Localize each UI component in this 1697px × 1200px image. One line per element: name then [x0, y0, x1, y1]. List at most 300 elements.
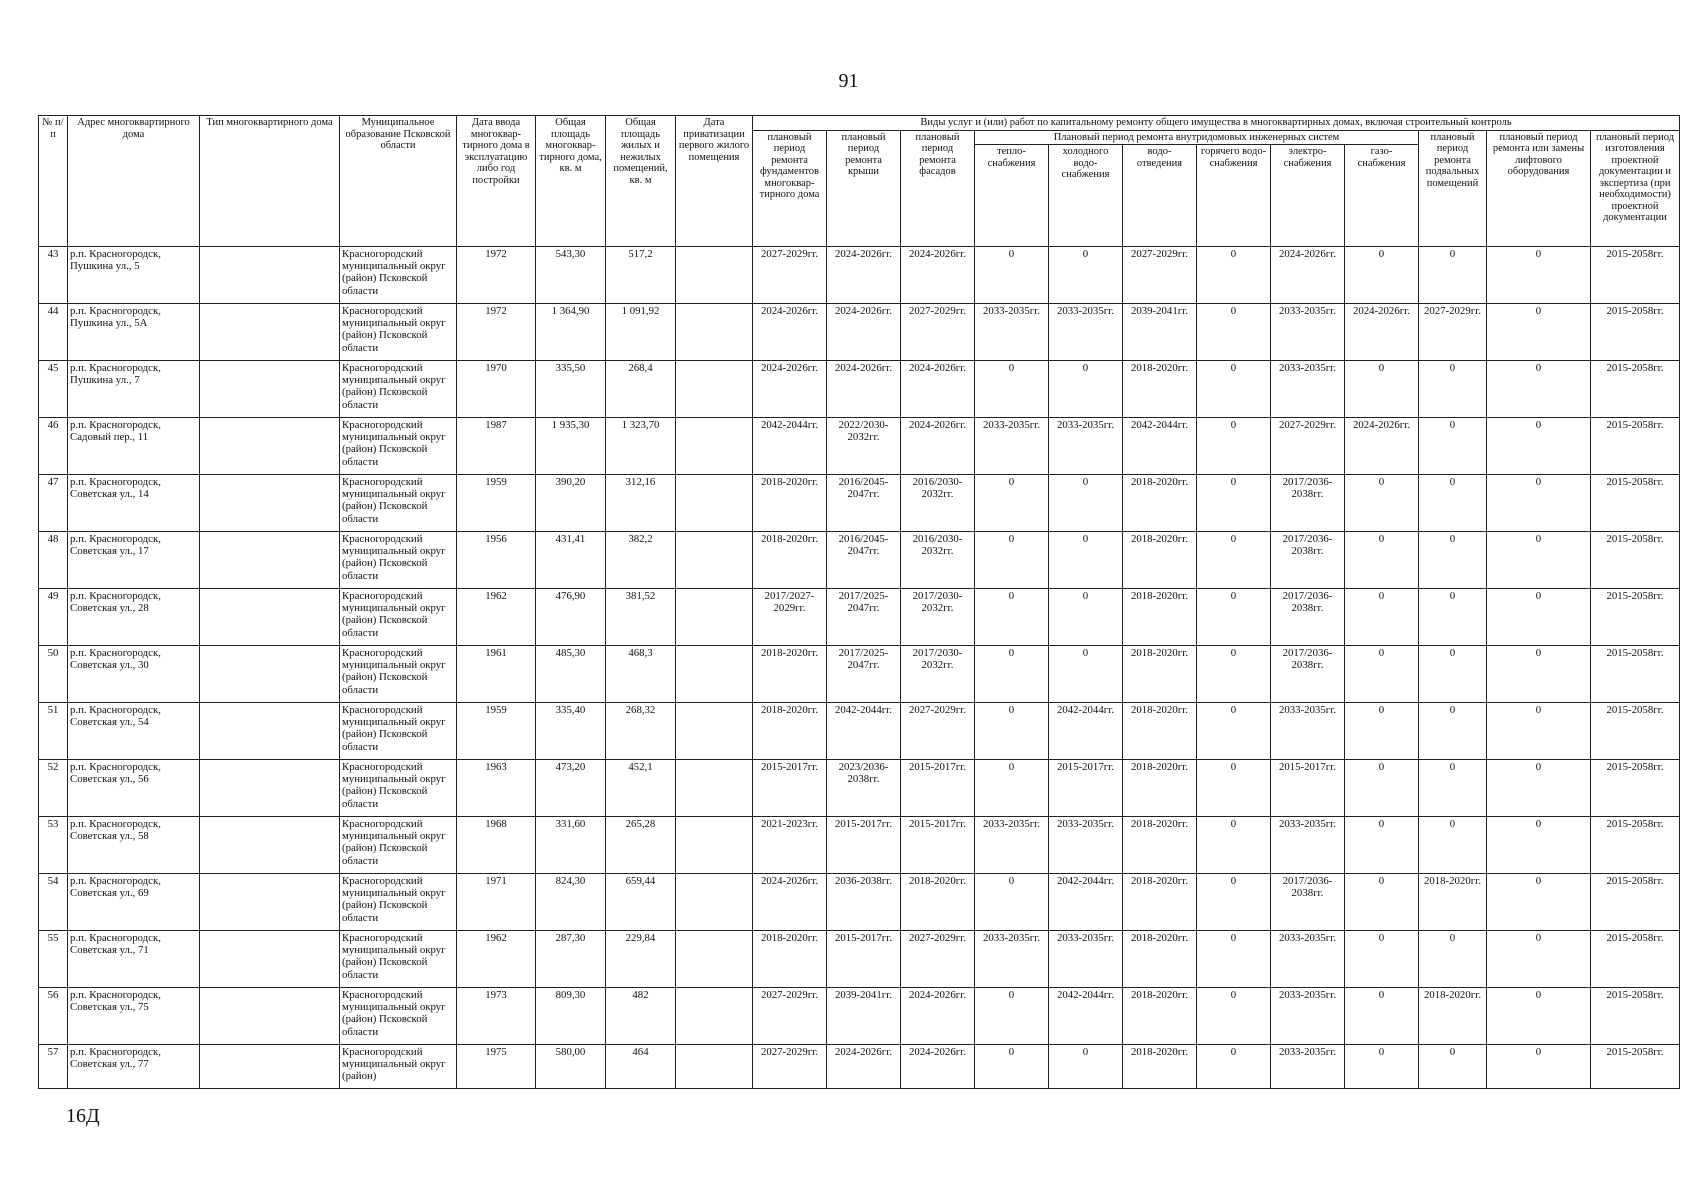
- cell-municipality: [340, 931, 457, 988]
- cell-municipality: [340, 760, 457, 817]
- cell-type: [200, 1045, 340, 1089]
- cell-municipality: [340, 418, 457, 475]
- cell-num: 44: [39, 304, 68, 361]
- cell-living-area: 312,16: [606, 475, 676, 532]
- cell-address: р.п. Красногородск, Советская ул., 54: [68, 703, 200, 760]
- cell-municipality-text: Красногородский муниципальный округ (район) Псковской области: [342, 875, 446, 924]
- header-elevator: плановый период ремонта или замены лифтового оборудования: [1487, 130, 1591, 247]
- cell-living-area: 268,32: [606, 703, 676, 760]
- cell-total-area: 476,90: [536, 589, 606, 646]
- cell-electric: 2033-2035гг.: [1271, 988, 1345, 1045]
- cell-basement: 0: [1419, 589, 1487, 646]
- cell-gas: 2024-2026гг.: [1345, 418, 1419, 475]
- cell-elevator: 0: [1487, 475, 1591, 532]
- cell-elevator: 0: [1487, 361, 1591, 418]
- cell-year: 1961: [457, 646, 536, 703]
- cell-cold-water: 2042-2044гг.: [1049, 703, 1123, 760]
- cell-num: 45: [39, 361, 68, 418]
- table-row: [39, 817, 1680, 874]
- cell-num: 49: [39, 589, 68, 646]
- cell-roof: 2024-2026гг.: [827, 247, 901, 304]
- cell-total-area: 809,30: [536, 988, 606, 1045]
- cell-gas: 2024-2026гг.: [1345, 304, 1419, 361]
- cell-year: 1959: [457, 703, 536, 760]
- table-row: [39, 589, 1680, 646]
- cell-design: 2015-2058гг.: [1591, 361, 1680, 418]
- cell-municipality: [340, 247, 457, 304]
- cell-address: р.п. Красногородск, Пушкина ул., 7: [68, 361, 200, 418]
- cell-type: [200, 760, 340, 817]
- cell-total-area: 287,30: [536, 931, 606, 988]
- cell-gas: 0: [1345, 931, 1419, 988]
- cell-design: 2015-2058гг.: [1591, 1045, 1680, 1089]
- cell-sewer: 2018-2020гг.: [1123, 589, 1197, 646]
- cell-foundation: 2021-2023гг.: [753, 817, 827, 874]
- cell-basement: 2018-2020гг.: [1419, 988, 1487, 1045]
- cell-elevator: 0: [1487, 532, 1591, 589]
- cell-living-area: 517,2: [606, 247, 676, 304]
- cell-hot-water: 0: [1197, 931, 1271, 988]
- cell-design: 2015-2058гг.: [1591, 589, 1680, 646]
- cell-basement: 0: [1419, 646, 1487, 703]
- cell-cold-water: 2042-2044гг.: [1049, 988, 1123, 1045]
- cell-design: 2015-2058гг.: [1591, 874, 1680, 931]
- cell-cold-water: 0: [1049, 646, 1123, 703]
- cell-elevator: 0: [1487, 874, 1591, 931]
- cell-electric: 2027-2029гг.: [1271, 418, 1345, 475]
- table-row: [39, 988, 1680, 1045]
- cell-roof: 2042-2044гг.: [827, 703, 901, 760]
- cell-hot-water: 0: [1197, 532, 1271, 589]
- cell-privatization: [676, 247, 753, 304]
- cell-year: 1973: [457, 988, 536, 1045]
- cell-design: 2015-2058гг.: [1591, 817, 1680, 874]
- cell-gas: 0: [1345, 475, 1419, 532]
- table-row: [39, 304, 1680, 361]
- cell-electric: 2033-2035гг.: [1271, 304, 1345, 361]
- cell-cold-water: 2033-2035гг.: [1049, 304, 1123, 361]
- capital-repair-table: [38, 115, 1680, 1089]
- cell-municipality-text: Красногородский муниципальный округ (район): [342, 1046, 446, 1083]
- cell-privatization: [676, 1045, 753, 1089]
- cell-sewer: 2018-2020гг.: [1123, 1045, 1197, 1089]
- cell-year: 1956: [457, 532, 536, 589]
- cell-total-area: 1 364,90: [536, 304, 606, 361]
- cell-basement: 0: [1419, 418, 1487, 475]
- cell-heat: 0: [975, 1045, 1049, 1089]
- cell-privatization: [676, 760, 753, 817]
- cell-municipality-text: Красногородский муниципальный округ (район) Псковской области: [342, 476, 446, 525]
- cell-electric: 2017/2036-2038гг.: [1271, 532, 1345, 589]
- cell-sewer: 2018-2020гг.: [1123, 361, 1197, 418]
- cell-gas: 0: [1345, 760, 1419, 817]
- cell-elevator: 0: [1487, 646, 1591, 703]
- cell-heat: 0: [975, 988, 1049, 1045]
- cell-design: 2015-2058гг.: [1591, 247, 1680, 304]
- cell-address: р.п. Красногородск, Пушкина ул., 5А: [68, 304, 200, 361]
- cell-facade: 2027-2029гг.: [901, 703, 975, 760]
- cell-municipality-text: Красногородский муниципальный округ (район) Псковской области: [342, 533, 446, 582]
- cell-facade: 2024-2026гг.: [901, 247, 975, 304]
- page-number: 91: [838, 70, 859, 92]
- cell-living-area: 659,44: [606, 874, 676, 931]
- cell-design: 2015-2058гг.: [1591, 646, 1680, 703]
- cell-hot-water: 0: [1197, 1045, 1271, 1089]
- table-row: [39, 532, 1680, 589]
- cell-num: 51: [39, 703, 68, 760]
- cell-heat: 0: [975, 589, 1049, 646]
- cell-foundation: 2018-2020гг.: [753, 703, 827, 760]
- cell-basement: 0: [1419, 1045, 1487, 1089]
- cell-electric: 2017/2036-2038гг.: [1271, 874, 1345, 931]
- cell-cold-water: 2042-2044гг.: [1049, 874, 1123, 931]
- cell-municipality: [340, 703, 457, 760]
- cell-sewer: 2018-2020гг.: [1123, 988, 1197, 1045]
- cell-municipality-text: Красногородский муниципальный округ (район) Псковской области: [342, 590, 446, 639]
- cell-municipality: [340, 475, 457, 532]
- cell-privatization: [676, 703, 753, 760]
- header-roof: плановый период ремонта крыши: [827, 130, 901, 247]
- cell-roof: 2022/2030-2032гг.: [827, 418, 901, 475]
- cell-type: [200, 361, 340, 418]
- cell-type: [200, 589, 340, 646]
- cell-year: 1987: [457, 418, 536, 475]
- cell-hot-water: 0: [1197, 418, 1271, 475]
- cell-sewer: 2018-2020гг.: [1123, 703, 1197, 760]
- cell-foundation: 2042-2044гг.: [753, 418, 827, 475]
- cell-facade: 2015-2017гг.: [901, 817, 975, 874]
- cell-roof: 2024-2026гг.: [827, 361, 901, 418]
- header-works-group: Виды услуг и (или) работ по капитальному ремонту общего имущества в многоквартирных домах, включая строительный контроль: [753, 116, 1680, 131]
- header-cold-water: холодного водо-снабжения: [1049, 145, 1123, 247]
- cell-elevator: 0: [1487, 703, 1591, 760]
- cell-living-area: 265,28: [606, 817, 676, 874]
- cell-type: [200, 931, 340, 988]
- cell-hot-water: 0: [1197, 874, 1271, 931]
- cell-facade: 2024-2026гг.: [901, 361, 975, 418]
- cell-heat: 0: [975, 874, 1049, 931]
- cell-municipality-text: Красногородский муниципальный округ (район) Псковской области: [342, 362, 446, 411]
- cell-heat: 0: [975, 703, 1049, 760]
- header-total-area: Общая площадь многоквар-тирного дома, кв. м: [536, 116, 606, 247]
- cell-privatization: [676, 589, 753, 646]
- cell-electric: 2033-2035гг.: [1271, 703, 1345, 760]
- cell-type: [200, 475, 340, 532]
- cell-sewer: 2018-2020гг.: [1123, 646, 1197, 703]
- cell-municipality-text: Красногородский муниципальный округ (район) Псковской области: [342, 704, 446, 753]
- cell-hot-water: 0: [1197, 646, 1271, 703]
- cell-type: [200, 247, 340, 304]
- cell-gas: 0: [1345, 646, 1419, 703]
- cell-living-area: 1 323,70: [606, 418, 676, 475]
- cell-design: 2015-2058гг.: [1591, 760, 1680, 817]
- cell-num: 57: [39, 1045, 68, 1089]
- table-body: [39, 247, 1680, 1089]
- cell-living-area: 268,4: [606, 361, 676, 418]
- cell-type: [200, 874, 340, 931]
- cell-gas: 0: [1345, 247, 1419, 304]
- cell-facade: 2027-2029гг.: [901, 304, 975, 361]
- cell-municipality: [340, 589, 457, 646]
- cell-cold-water: 0: [1049, 1045, 1123, 1089]
- cell-gas: 0: [1345, 988, 1419, 1045]
- header-basement: плановый период ремонта подвальных помещений: [1419, 130, 1487, 247]
- cell-privatization: [676, 418, 753, 475]
- cell-elevator: 0: [1487, 247, 1591, 304]
- cell-municipality: [340, 361, 457, 418]
- cell-num: 53: [39, 817, 68, 874]
- cell-sewer: 2042-2044гг.: [1123, 418, 1197, 475]
- cell-municipality-text: Красногородский муниципальный округ (район) Псковской области: [342, 761, 446, 810]
- cell-privatization: [676, 532, 753, 589]
- cell-electric: 2017/2036-2038гг.: [1271, 589, 1345, 646]
- cell-roof: 2017/2025-2047гг.: [827, 589, 901, 646]
- cell-type: [200, 304, 340, 361]
- cell-electric: 2033-2035гг.: [1271, 1045, 1345, 1089]
- cell-type: [200, 532, 340, 589]
- cell-design: 2015-2058гг.: [1591, 475, 1680, 532]
- cell-foundation: 2027-2029гг.: [753, 988, 827, 1045]
- cell-elevator: 0: [1487, 760, 1591, 817]
- cell-privatization: [676, 931, 753, 988]
- cell-address: р.п. Красногородск, Советская ул., 30: [68, 646, 200, 703]
- cell-living-area: 381,52: [606, 589, 676, 646]
- cell-heat: 2033-2035гг.: [975, 304, 1049, 361]
- cell-municipality-text: Красногородский муниципальный округ (район) Псковской области: [342, 818, 446, 867]
- cell-type: [200, 703, 340, 760]
- cell-basement: 0: [1419, 475, 1487, 532]
- cell-sewer: 2018-2020гг.: [1123, 931, 1197, 988]
- cell-heat: 0: [975, 361, 1049, 418]
- cell-municipality-text: Красногородский муниципальный округ (район) Псковской области: [342, 647, 446, 696]
- cell-year: 1975: [457, 1045, 536, 1089]
- cell-gas: 0: [1345, 703, 1419, 760]
- cell-address: р.п. Красногородск, Советская ул., 58: [68, 817, 200, 874]
- cell-heat: 0: [975, 247, 1049, 304]
- cell-cold-water: 0: [1049, 247, 1123, 304]
- cell-hot-water: 0: [1197, 817, 1271, 874]
- cell-facade: 2017/2030-2032гг.: [901, 646, 975, 703]
- table-row: [39, 1045, 1680, 1089]
- cell-foundation: 2018-2020гг.: [753, 532, 827, 589]
- cell-electric: 2017/2036-2038гг.: [1271, 475, 1345, 532]
- header-engineering-group: Плановый период ремонта внутридомовых инженерных систем: [975, 130, 1419, 145]
- cell-basement: 0: [1419, 931, 1487, 988]
- cell-year: 1971: [457, 874, 536, 931]
- cell-privatization: [676, 817, 753, 874]
- cell-design: 2015-2058гг.: [1591, 532, 1680, 589]
- cell-hot-water: 0: [1197, 304, 1271, 361]
- cell-num: 52: [39, 760, 68, 817]
- cell-municipality: [340, 817, 457, 874]
- cell-hot-water: 0: [1197, 760, 1271, 817]
- cell-total-area: 431,41: [536, 532, 606, 589]
- cell-gas: 0: [1345, 532, 1419, 589]
- cell-year: 1962: [457, 931, 536, 988]
- cell-year: 1972: [457, 247, 536, 304]
- cell-num: 56: [39, 988, 68, 1045]
- cell-roof: 2024-2026гг.: [827, 304, 901, 361]
- cell-type: [200, 646, 340, 703]
- cell-basement: 2018-2020гг.: [1419, 874, 1487, 931]
- cell-year: 1972: [457, 304, 536, 361]
- cell-num: 55: [39, 931, 68, 988]
- cell-total-area: 331,60: [536, 817, 606, 874]
- cell-municipality-text: Красногородский муниципальный округ (район) Псковской области: [342, 305, 446, 354]
- cell-elevator: 0: [1487, 1045, 1591, 1089]
- cell-address: р.п. Красногородск, Советская ул., 71: [68, 931, 200, 988]
- cell-facade: 2018-2020гг.: [901, 874, 975, 931]
- cell-facade: 2024-2026гг.: [901, 418, 975, 475]
- cell-roof: 2017/2025-2047гг.: [827, 646, 901, 703]
- cell-elevator: 0: [1487, 931, 1591, 988]
- cell-heat: 2033-2035гг.: [975, 817, 1049, 874]
- cell-municipality: [340, 304, 457, 361]
- cell-municipality: [340, 646, 457, 703]
- cell-total-area: 543,30: [536, 247, 606, 304]
- table-header: [39, 116, 1680, 247]
- cell-year: 1963: [457, 760, 536, 817]
- cell-address: р.п. Красногородск, Садовый пер., 11: [68, 418, 200, 475]
- cell-year: 1970: [457, 361, 536, 418]
- footer-code: 16Д: [66, 1105, 100, 1127]
- cell-living-area: 482: [606, 988, 676, 1045]
- cell-basement: 0: [1419, 247, 1487, 304]
- cell-privatization: [676, 874, 753, 931]
- cell-num: 50: [39, 646, 68, 703]
- cell-elevator: 0: [1487, 304, 1591, 361]
- cell-facade: 2024-2026гг.: [901, 988, 975, 1045]
- cell-roof: 2024-2026гг.: [827, 1045, 901, 1089]
- cell-municipality-text: Красногородский муниципальный округ (район) Псковской области: [342, 989, 446, 1038]
- cell-foundation: 2024-2026гг.: [753, 361, 827, 418]
- cell-num: 54: [39, 874, 68, 931]
- cell-cold-water: 0: [1049, 475, 1123, 532]
- header-facade: плановый период ремонта фасадов: [901, 130, 975, 247]
- cell-design: 2015-2058гг.: [1591, 988, 1680, 1045]
- cell-address: р.п. Красногородск, Советская ул., 56: [68, 760, 200, 817]
- cell-sewer: 2018-2020гг.: [1123, 817, 1197, 874]
- cell-heat: 2033-2035гг.: [975, 931, 1049, 988]
- cell-total-area: 1 935,30: [536, 418, 606, 475]
- cell-living-area: 452,1: [606, 760, 676, 817]
- cell-facade: 2027-2029гг.: [901, 931, 975, 988]
- cell-cold-water: 2033-2035гг.: [1049, 931, 1123, 988]
- cell-living-area: 464: [606, 1045, 676, 1089]
- cell-gas: 0: [1345, 874, 1419, 931]
- capital-repair-table-wrap: [38, 115, 1675, 1089]
- cell-sewer: 2027-2029гг.: [1123, 247, 1197, 304]
- cell-privatization: [676, 646, 753, 703]
- cell-electric: 2017/2036-2038гг.: [1271, 646, 1345, 703]
- cell-sewer: 2039-2041гг.: [1123, 304, 1197, 361]
- cell-roof: 2015-2017гг.: [827, 931, 901, 988]
- cell-foundation: 2017/2027-2029гг.: [753, 589, 827, 646]
- cell-total-area: 824,30: [536, 874, 606, 931]
- cell-municipality: [340, 1045, 457, 1089]
- cell-living-area: 468,3: [606, 646, 676, 703]
- header-date-commission: Дата ввода многоквар-тирного дома в эксплуатацию либо год постройки: [457, 116, 536, 247]
- cell-living-area: 1 091,92: [606, 304, 676, 361]
- cell-type: [200, 988, 340, 1045]
- cell-living-area: 229,84: [606, 931, 676, 988]
- cell-address: р.п. Красногородск, Советская ул., 75: [68, 988, 200, 1045]
- cell-gas: 0: [1345, 361, 1419, 418]
- cell-total-area: 473,20: [536, 760, 606, 817]
- cell-design: 2015-2058гг.: [1591, 304, 1680, 361]
- cell-num: 43: [39, 247, 68, 304]
- cell-hot-water: 0: [1197, 589, 1271, 646]
- cell-heat: 0: [975, 760, 1049, 817]
- header-address: Адрес многоквартирного дома: [68, 116, 200, 247]
- cell-heat: 2033-2035гг.: [975, 418, 1049, 475]
- cell-sewer: 2018-2020гг.: [1123, 874, 1197, 931]
- cell-elevator: 0: [1487, 817, 1591, 874]
- cell-heat: 0: [975, 475, 1049, 532]
- cell-total-area: 335,50: [536, 361, 606, 418]
- cell-num: 48: [39, 532, 68, 589]
- cell-electric: 2015-2017гг.: [1271, 760, 1345, 817]
- table-row: [39, 418, 1680, 475]
- cell-foundation: 2024-2026гг.: [753, 874, 827, 931]
- cell-living-area: 382,2: [606, 532, 676, 589]
- cell-facade: 2016/2030-2032гг.: [901, 475, 975, 532]
- cell-address: р.п. Красногородск, Советская ул., 77: [68, 1045, 200, 1089]
- cell-sewer: 2018-2020гг.: [1123, 760, 1197, 817]
- cell-facade: 2024-2026гг.: [901, 1045, 975, 1089]
- cell-type: [200, 418, 340, 475]
- cell-basement: 0: [1419, 703, 1487, 760]
- table-row: [39, 703, 1680, 760]
- cell-num: 47: [39, 475, 68, 532]
- cell-foundation: 2027-2029гг.: [753, 1045, 827, 1089]
- cell-type: [200, 817, 340, 874]
- cell-cold-water: 0: [1049, 589, 1123, 646]
- table-row: [39, 475, 1680, 532]
- cell-cold-water: 0: [1049, 532, 1123, 589]
- cell-basement: 0: [1419, 532, 1487, 589]
- cell-total-area: 390,20: [536, 475, 606, 532]
- cell-address: р.п. Красногородск, Советская ул., 14: [68, 475, 200, 532]
- header-type: Тип многоквартирного дома: [200, 116, 340, 247]
- header-gas: газо-снабжения: [1345, 145, 1419, 247]
- cell-cold-water: 2033-2035гг.: [1049, 817, 1123, 874]
- cell-gas: 0: [1345, 1045, 1419, 1089]
- cell-privatization: [676, 361, 753, 418]
- cell-hot-water: 0: [1197, 703, 1271, 760]
- header-heat: тепло-снабжения: [975, 145, 1049, 247]
- header-design: плановый период изготовления проектной документации и экспертиза (при необходимости) проектной документации: [1591, 130, 1680, 247]
- cell-sewer: 2018-2020гг.: [1123, 532, 1197, 589]
- cell-basement: 2027-2029гг.: [1419, 304, 1487, 361]
- header-electric: электро-снабжения: [1271, 145, 1345, 247]
- cell-year: 1968: [457, 817, 536, 874]
- cell-year: 1959: [457, 475, 536, 532]
- cell-facade: 2015-2017гг.: [901, 760, 975, 817]
- cell-municipality: [340, 874, 457, 931]
- header-sewer: водо-отведения: [1123, 145, 1197, 247]
- cell-foundation: 2027-2029гг.: [753, 247, 827, 304]
- cell-privatization: [676, 475, 753, 532]
- cell-privatization: [676, 988, 753, 1045]
- cell-total-area: 580,00: [536, 1045, 606, 1089]
- cell-roof: 2039-2041гг.: [827, 988, 901, 1045]
- cell-total-area: 335,40: [536, 703, 606, 760]
- cell-address: р.п. Красногородск, Советская ул., 69: [68, 874, 200, 931]
- cell-roof: 2036-2038гг.: [827, 874, 901, 931]
- cell-design: 2015-2058гг.: [1591, 418, 1680, 475]
- header-privatization-date: Дата приватизации первого жилого помещения: [676, 116, 753, 247]
